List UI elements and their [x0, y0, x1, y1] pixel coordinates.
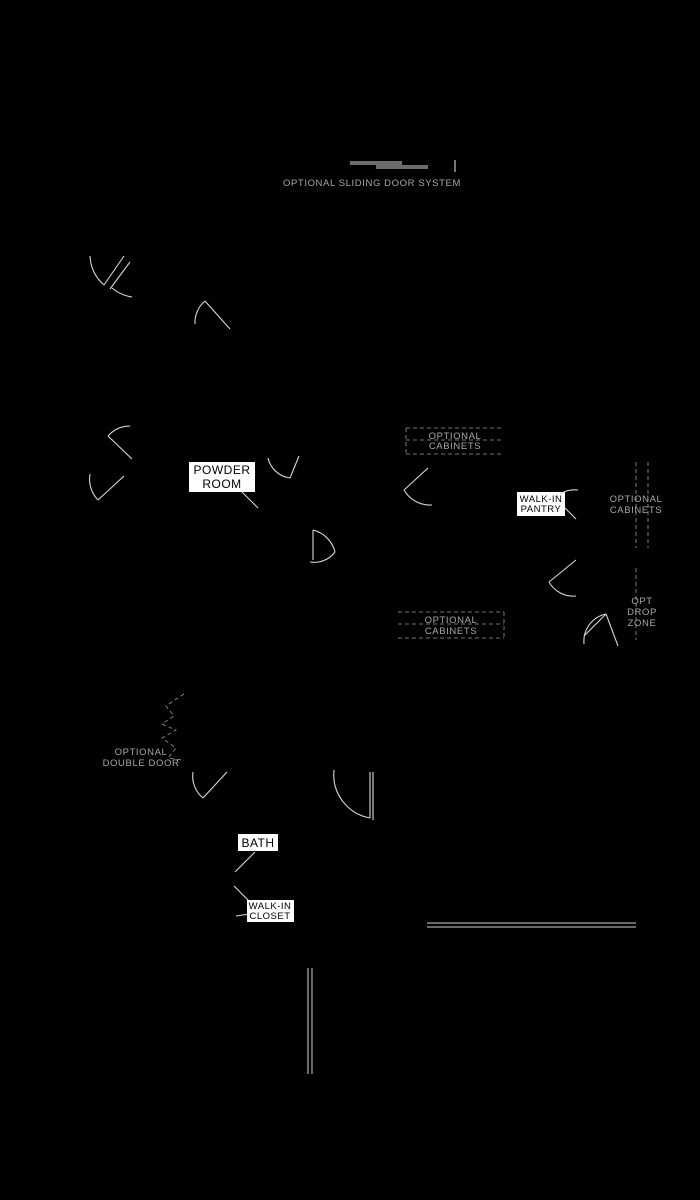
drop-zone-label-1: OPT: [631, 596, 653, 607]
drop-zone-label-3: ZONE: [627, 618, 657, 629]
svg-text:PANTRY: PANTRY: [520, 504, 562, 515]
sliding-door-system: [350, 160, 455, 172]
drop-zone-label-2: DROP: [627, 607, 657, 618]
svg-text:CLOSET: CLOSET: [249, 911, 291, 922]
cabinets-top-label-1: OPTIONAL: [428, 431, 482, 442]
svg-text:ROOM: ROOM: [202, 477, 242, 491]
svg-text:WALK-IN: WALK-IN: [248, 901, 292, 912]
door-swing-lower-right: [549, 560, 576, 596]
door-swing-drop-zone: [584, 614, 618, 646]
door-swing-lower-left: [193, 772, 227, 798]
walk-in-closet-tag: [234, 886, 294, 922]
door-swing-upper-left: [90, 256, 132, 297]
door-swing-left-lower: [90, 474, 124, 500]
cabinets-right-label-2: CABINETS: [609, 505, 663, 516]
svg-text:POWDER: POWDER: [193, 463, 251, 477]
double-door-label-2: DOUBLE DOOR: [102, 758, 180, 769]
wall-segment-vertical: [308, 968, 312, 1074]
door-swing-top-center: [195, 301, 230, 329]
wall-segment-horizontal: [427, 923, 636, 927]
bath-tag: [235, 834, 278, 872]
cabinets-right-label-1: OPTIONAL: [609, 494, 663, 505]
sliding-door-label: OPTIONAL SLIDING DOOR SYSTEM: [283, 178, 461, 189]
cabinets-bottom-label-2: CABINETS: [424, 626, 478, 637]
cabinets-top-label-2: CABINETS: [428, 441, 482, 452]
double-door-label-1: OPTIONAL: [114, 747, 168, 758]
walk-in-pantry-tag: [517, 490, 578, 519]
door-swing-center-right: [404, 468, 432, 505]
door-swing-center: [310, 530, 335, 562]
powder-room-tag: [189, 462, 255, 492]
cabinets-bottom-label-1: OPTIONAL: [424, 615, 478, 626]
door-swing-powder-right: [268, 456, 299, 478]
door-swing-bath: [334, 770, 373, 820]
svg-text:BATH: BATH: [241, 836, 275, 850]
svg-text:WALK-IN: WALK-IN: [519, 494, 563, 505]
door-swing-left-upper: [108, 426, 132, 459]
